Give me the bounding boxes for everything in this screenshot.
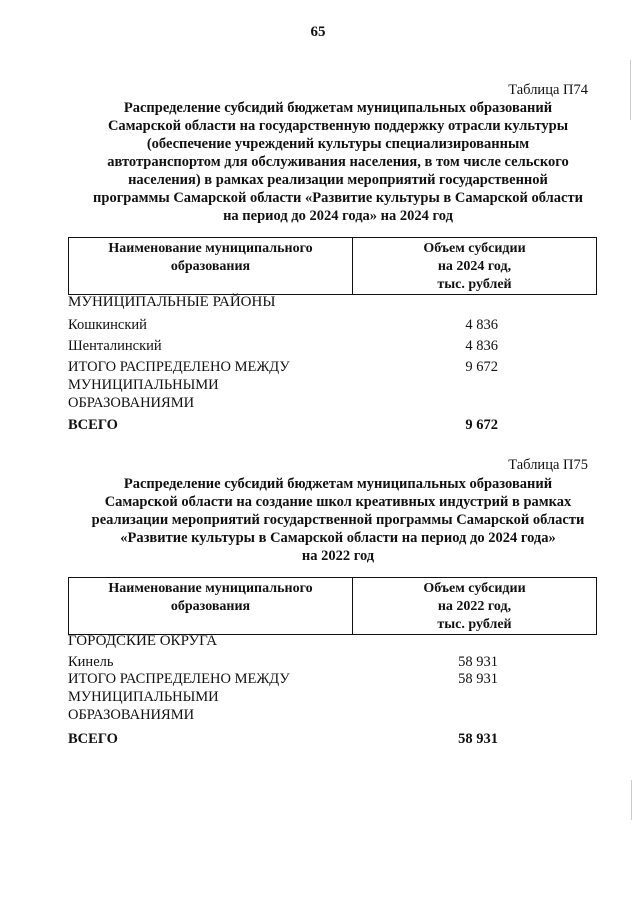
title-line: (обеспечение учреждений культуры специализированным xyxy=(146,136,530,152)
column-header-value xyxy=(353,238,596,294)
column-header-line: на 2022 год, xyxy=(437,599,512,614)
table-header-p75 xyxy=(68,577,597,635)
row-name-line: Кинель xyxy=(68,654,114,670)
title-line: Самарской области на государственную поддержку отрасли культуры xyxy=(107,118,569,134)
column-header-value xyxy=(353,578,596,634)
title-line: Распределение субсидий бюджетам муниципальных образований xyxy=(123,100,553,116)
title-line: реализации мероприятий государственной программы Самарской области xyxy=(91,512,585,528)
row-value: 4 836 xyxy=(465,338,498,354)
row-name-line: ОБРАЗОВАНИЯМИ xyxy=(68,707,195,723)
row-name xyxy=(68,653,348,671)
column-header-line: Объем субсидии xyxy=(423,241,526,256)
table-title-p74 xyxy=(60,99,616,225)
row-value: 58 931 xyxy=(458,654,498,670)
column-header-line: образования xyxy=(170,259,251,274)
scan-artifact xyxy=(630,60,631,120)
title-line: на период до 2024 года» на 2024 год xyxy=(223,208,453,224)
column-header-line: Наименование муниципального xyxy=(108,241,313,256)
row-name xyxy=(68,316,348,334)
title-line: программы Самарской области «Развитие культуры в Самарской области xyxy=(93,190,583,206)
row-name xyxy=(68,670,348,724)
total-value: 58 931 xyxy=(458,731,498,747)
row-value: 4 836 xyxy=(465,317,498,333)
row-name-line: МУНИЦИПАЛЬНЫМИ xyxy=(68,377,219,393)
column-header-line: образования xyxy=(170,599,251,614)
total-label: ВСЕГО xyxy=(68,731,118,747)
row-name-line: ИТОГО РАСПРЕДЕЛЕНО МЕЖДУ xyxy=(68,359,290,375)
row-name-line: ОБРАЗОВАНИЯМИ xyxy=(68,395,195,411)
section-heading: МУНИЦИПАЛЬНЫЕ РАЙОНЫ xyxy=(68,294,276,310)
row-name-line: Кошкинский xyxy=(68,317,147,333)
table-header-p74 xyxy=(68,237,597,295)
row-name-line: Шенталинский xyxy=(68,338,162,354)
table-label-p74: Таблица П74 xyxy=(508,82,588,98)
column-header-line: Объем субсидии xyxy=(423,581,526,596)
column-header-line: тыс. рублей xyxy=(437,277,512,292)
title-line: на 2022 год xyxy=(301,548,375,564)
column-header-line: на 2024 год, xyxy=(437,259,512,274)
row-name xyxy=(68,337,348,355)
title-line: Распределение субсидий бюджетам муниципальных образований xyxy=(123,476,553,492)
title-line: Самарской области на создание школ креативных индустрий в рамках xyxy=(104,494,572,510)
column-header-line: Наименование муниципального xyxy=(108,581,313,596)
page-number: 65 xyxy=(310,24,326,40)
title-line: населения) в рамках реализации мероприятий государственной xyxy=(128,172,548,188)
section-heading: ГОРОДСКИЕ ОКРУГА xyxy=(68,633,218,649)
column-header-name xyxy=(69,238,353,294)
column-header-line: тыс. рублей xyxy=(437,617,512,632)
total-label: ВСЕГО xyxy=(68,417,118,433)
column-header-name xyxy=(69,578,353,634)
title-line: «Развитие культуры в Самарской области на период до 2024 года» xyxy=(120,530,556,546)
row-value: 9 672 xyxy=(465,359,498,375)
table-title-p75 xyxy=(60,475,616,565)
title-line: автотранспортом для обслуживания населения, в том числе сельского xyxy=(107,154,569,170)
row-name xyxy=(68,358,348,412)
row-value: 58 931 xyxy=(458,671,498,687)
total-value: 9 672 xyxy=(465,417,498,433)
row-name-line: МУНИЦИПАЛЬНЫМИ xyxy=(68,689,219,705)
scan-artifact xyxy=(631,780,632,820)
row-name-line: ИТОГО РАСПРЕДЕЛЕНО МЕЖДУ xyxy=(68,671,290,687)
table-label-p75: Таблица П75 xyxy=(508,457,588,473)
